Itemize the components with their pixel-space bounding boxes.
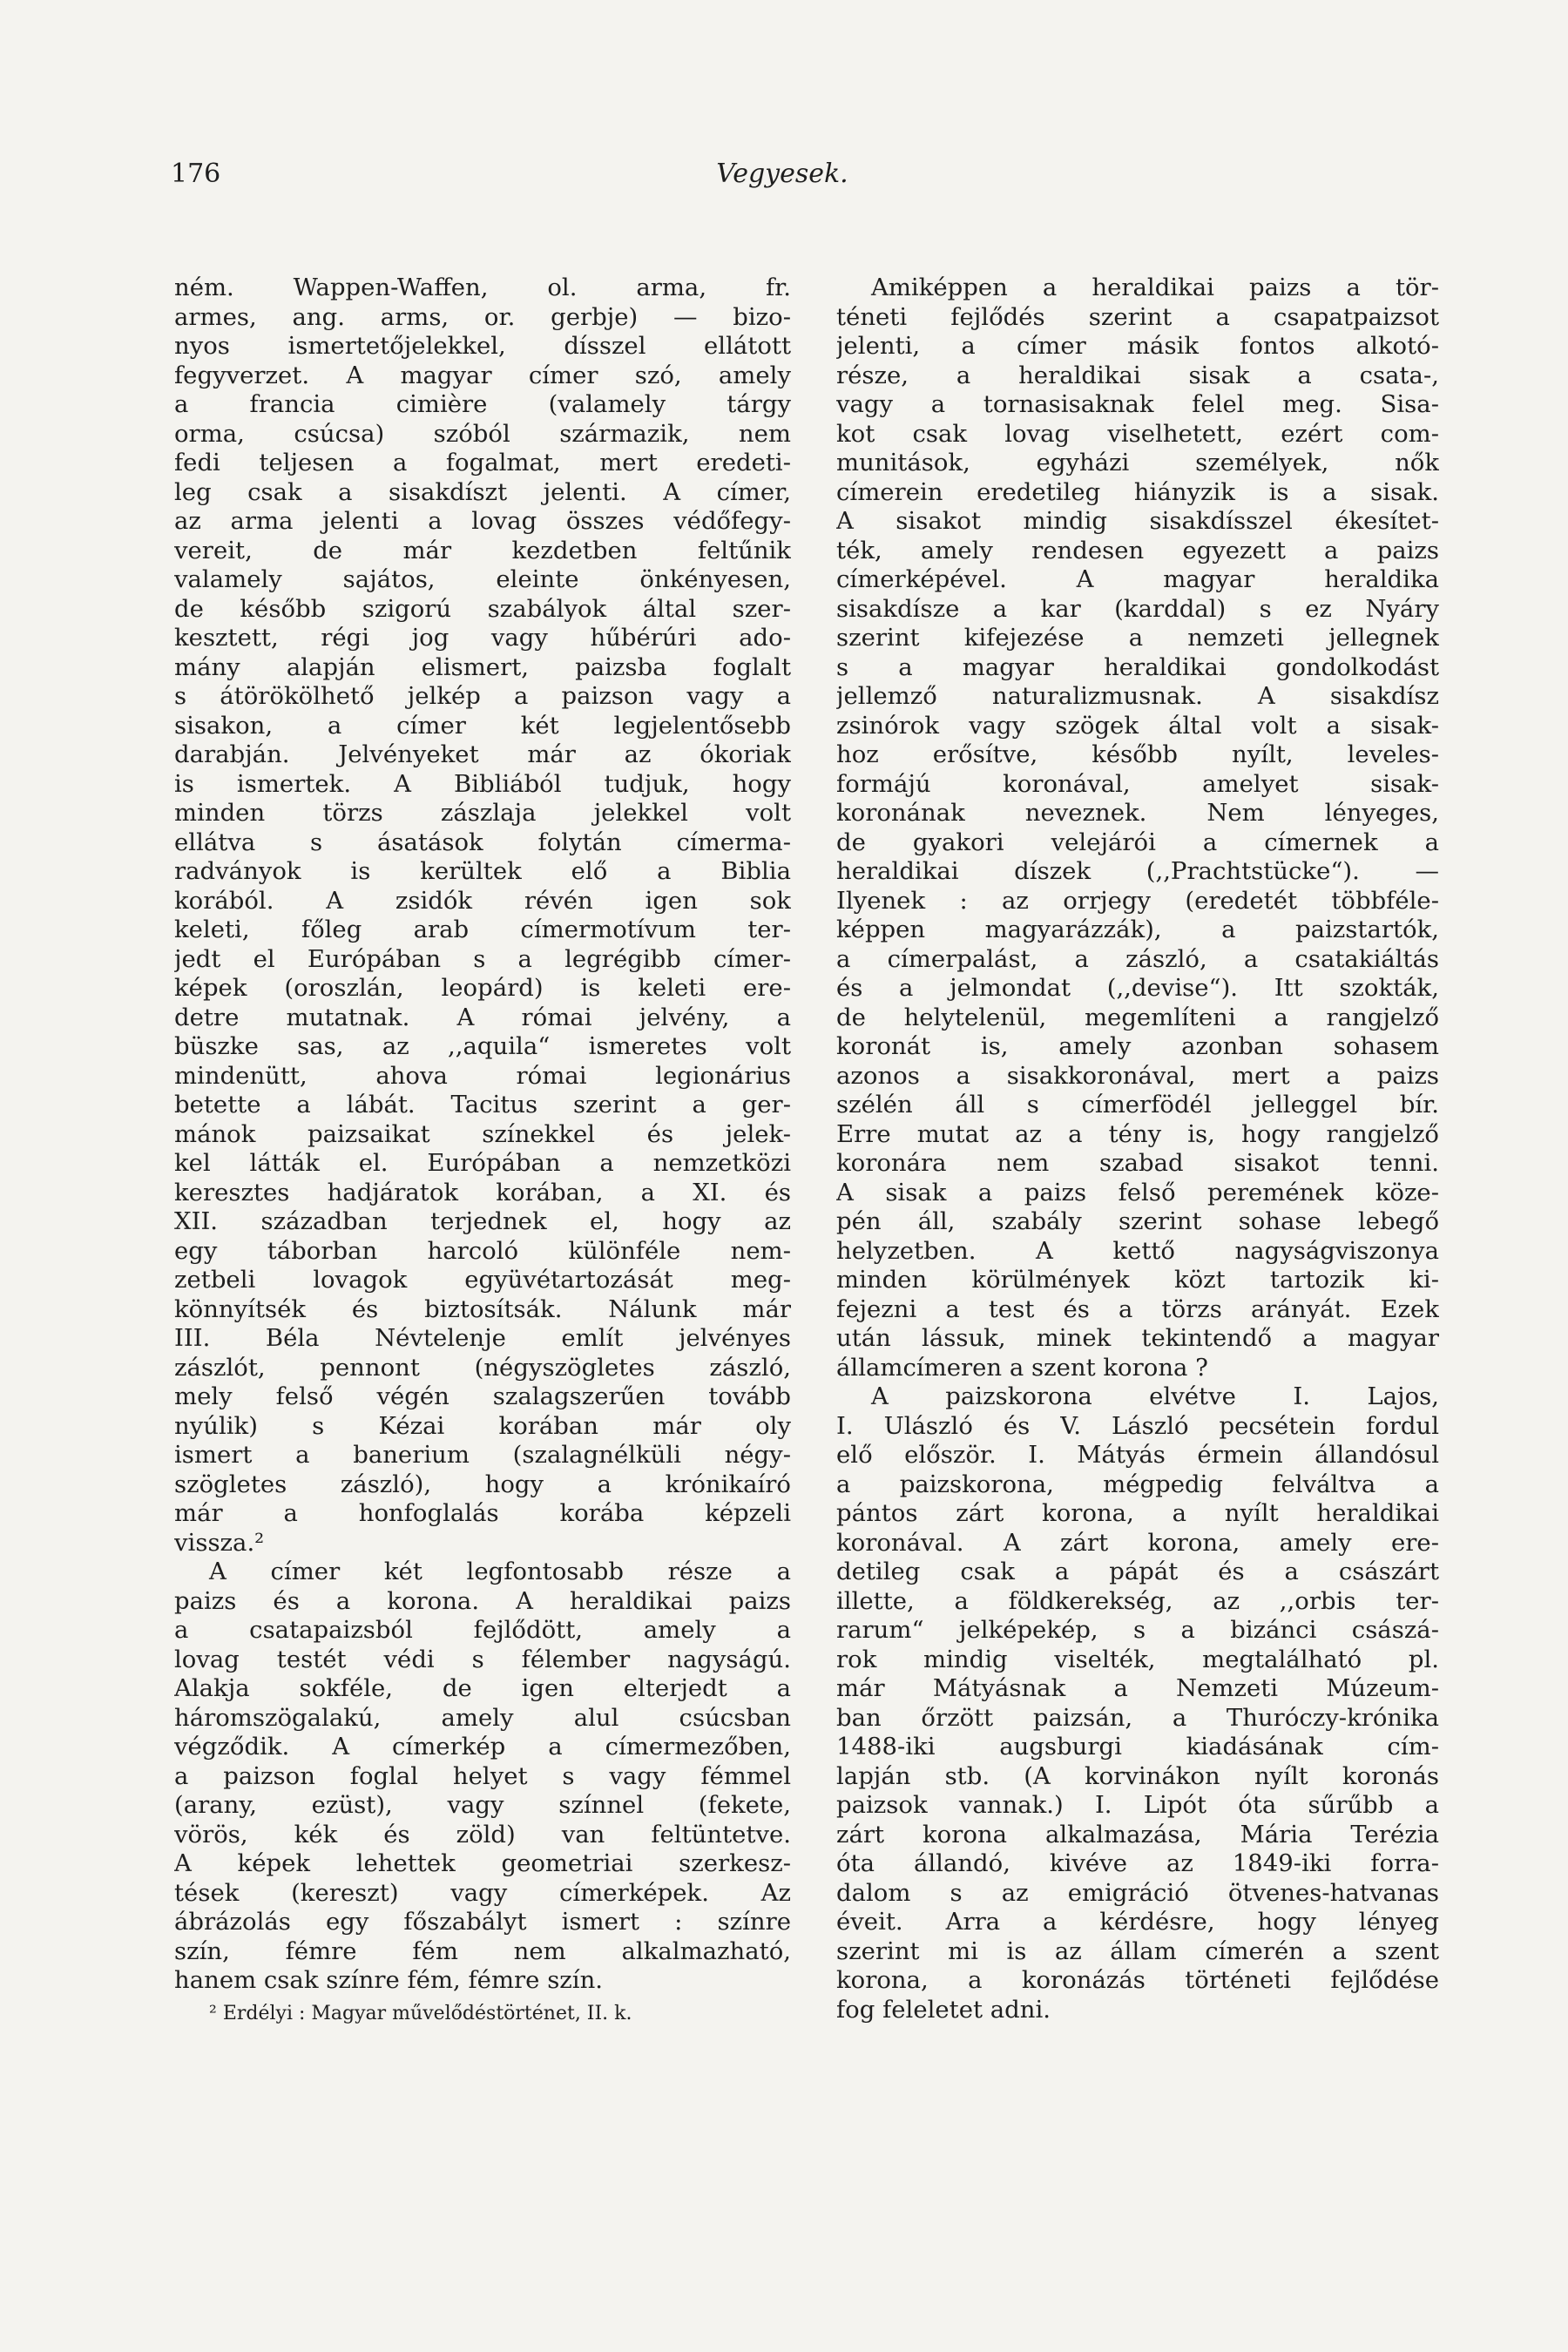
text-line: képpen magyarázzák), a paizstartók, bbox=[836, 916, 1439, 943]
text-line: háromszögalakú, amely alul csúcsban bbox=[174, 1703, 791, 1732]
text-line: betette a lábát. Tacitus szerint a ger- bbox=[174, 1091, 791, 1119]
left-text-column bbox=[174, 274, 791, 2029]
text-line: végződik. A címerkép a címermezőben, bbox=[174, 1733, 791, 1761]
text-line: vagy a tornasisaknak felel meg. Sisa- bbox=[836, 390, 1439, 418]
text-line: jedt el Európában s a legrégibb címer- bbox=[174, 944, 791, 973]
text-line: vörös, kék és zöld) van feltüntetve. bbox=[174, 1820, 791, 1848]
text-line: is ismertek. A Bibliából tudjuk, hogy bbox=[174, 769, 791, 798]
text-line: koronával. A zárt korona, amely ere- bbox=[836, 1528, 1439, 1557]
text-line: címerein eredetileg hiányzik is a sisak. bbox=[836, 477, 1439, 506]
text-line: A képek lehettek geometriai szerkesz- bbox=[174, 1849, 791, 1877]
text-line: már a honfoglalás korába képzeli bbox=[174, 1499, 791, 1527]
text-line: (arany, ezüst), vagy színnel (fekete, bbox=[174, 1791, 791, 1819]
running-title: Vegyesek. bbox=[716, 159, 848, 189]
footnote: ² Erdélyi : Magyar művelődéstörténet, II. k. bbox=[209, 2002, 632, 2024]
text-line: de helytelenül, megemlíteni a rangjelző bbox=[836, 1003, 1439, 1031]
text-line: kel látták el. Európában a nemzetközi bbox=[174, 1149, 791, 1177]
text-line: zetbeli lovagok együvétartozását meg- bbox=[174, 1266, 791, 1294]
text-line: rok mindig viselték, megtalálható pl. bbox=[836, 1645, 1439, 1673]
text-line: mely felső végén szalagszerűen tovább bbox=[174, 1382, 791, 1410]
text-line: sisakdísze a kar (karddal) s ez Nyáry bbox=[836, 594, 1439, 623]
text-line: zsinórok vagy szögek által volt a sisak- bbox=[836, 711, 1439, 740]
text-line: III. Béla Névtelenje említ jelvényes bbox=[174, 1324, 791, 1352]
text-line: keleti, főleg arab címermotívum ter- bbox=[174, 916, 791, 943]
text-line: nyos ismertetőjelekkel, dísszel ellátott bbox=[174, 332, 791, 360]
text-line: Alakja sokféle, de igen elterjedt a bbox=[174, 1674, 791, 1702]
text-line: koronának neveznek. Nem lényeges, bbox=[836, 799, 1439, 827]
text-line: ismert a banerium (szalagnélküli négy- bbox=[174, 1441, 791, 1469]
text-line: zászlót, pennont (négyszögletes zászló, bbox=[174, 1353, 791, 1382]
text-line: óta állandó, kivéve az 1849-iki forra- bbox=[836, 1849, 1439, 1877]
text-line: 1488-iki augsburgi kiadásának cím- bbox=[836, 1733, 1439, 1761]
text-line: ték, amely rendesen egyezett a paizs bbox=[836, 536, 1439, 564]
text-line: része, a heraldikai sisak a csata-, bbox=[836, 361, 1439, 389]
text-line: armes, ang. arms, or. gerbje) — bizo- bbox=[174, 302, 791, 331]
text-line: hanem csak színre fém, fémre szín. bbox=[174, 1966, 604, 1994]
text-line: valamely sajátos, eleinte önkényesen, bbox=[174, 565, 791, 593]
text-line: detileg csak a pápát és a császárt bbox=[836, 1558, 1439, 1585]
text-line: de később szigorú szabályok által szer- bbox=[174, 594, 791, 623]
text-line: jelenti, a címer másik fontos alkotó- bbox=[836, 332, 1439, 360]
text-line: téneti fejlődés szerint a csapatpaizsot bbox=[836, 302, 1439, 331]
text-line: pén áll, szabály szerint sohase lebegő bbox=[836, 1207, 1439, 1235]
text-line: helyzetben. A kettő nagyságviszonya bbox=[836, 1236, 1439, 1265]
text-line: s a magyar heraldikai gondolkodást bbox=[836, 652, 1439, 681]
text-line: ábrázolás egy főszabályt ismert : színre bbox=[174, 1908, 791, 1936]
text-line: koronára nem szabad sisakot tenni. bbox=[836, 1149, 1439, 1177]
text-line: fegyverzet. A magyar címer szó, amely bbox=[174, 361, 791, 389]
text-line: lapján stb. (A korvinákon nyílt koronás bbox=[836, 1761, 1439, 1790]
text-line: Amiképpen a heraldikai paizs a tör- bbox=[871, 274, 1439, 301]
text-line: fedi teljesen a fogalmat, mert eredeti- bbox=[174, 449, 791, 476]
text-line: képek (oroszlán, leopárd) is keleti ere- bbox=[174, 974, 791, 1002]
text-line: szélén áll s címerfödél jelleggel bír. bbox=[836, 1091, 1439, 1119]
text-line: a paizson foglal helyet s vagy fémmel bbox=[174, 1761, 791, 1790]
text-line: formájú koronával, amelyet sisak- bbox=[836, 769, 1439, 798]
text-line: detre mutatnak. A római jelvény, a bbox=[174, 1003, 791, 1031]
text-line: könnyítsék és biztosítsák. Nálunk már bbox=[174, 1294, 791, 1323]
text-line: I. Ulászló és V. László pecsétein fordul bbox=[836, 1411, 1439, 1440]
text-line: az arma jelenti a lovag összes védőfegy- bbox=[174, 507, 791, 535]
page-header bbox=[171, 159, 1394, 197]
text-line: mánok paizsaikat színekkel és jelek- bbox=[174, 1119, 791, 1148]
text-line: paizs és a korona. A heraldikai paizs bbox=[174, 1586, 791, 1615]
text-line: azonos a sisakkoronával, mert a paizs bbox=[836, 1061, 1439, 1090]
text-line: nyúlik) s Kézai korában már oly bbox=[174, 1411, 791, 1440]
right-text-column bbox=[836, 274, 1439, 2024]
text-line: a csatapaizsból fejlődött, amely a bbox=[174, 1616, 791, 1644]
text-line: szerint kifejezése a nemzeti jellegnek bbox=[836, 624, 1439, 652]
text-line: illette, a földkerekség, az ,,orbis ter- bbox=[836, 1586, 1439, 1615]
text-line: A címer két legfontosabb része a bbox=[209, 1558, 791, 1585]
text-line: vereit, de már kezdetben feltűnik bbox=[174, 536, 791, 564]
text-line: ném. Wappen-Waffen, ol. arma, fr. bbox=[174, 274, 791, 301]
text-line: kot csak lovag viselhetett, ezért com- bbox=[836, 419, 1439, 448]
text-line: sisakon, a címer két legjelentősebb bbox=[174, 711, 791, 740]
text-line: szögletes zászló), hogy a krónikaíró bbox=[174, 1470, 791, 1498]
text-line: orma, csúcsa) szóból származik, nem bbox=[174, 419, 791, 448]
text-line: kesztett, régi jog vagy hűbérúri ado- bbox=[174, 624, 791, 652]
text-line: címerképével. A magyar heraldika bbox=[836, 565, 1439, 593]
text-line: éveit. Arra a kérdésre, hogy lényeg bbox=[836, 1908, 1439, 1936]
text-line: munitások, egyházi személyek, nők bbox=[836, 449, 1439, 476]
text-line: Erre mutat az a tény is, hogy rangjelző bbox=[836, 1119, 1439, 1148]
text-line: a paizskorona, mégpedig felváltva a bbox=[836, 1470, 1439, 1498]
text-line: már Mátyásnak a Nemzeti Múzeum- bbox=[836, 1674, 1439, 1702]
text-line: jellemző naturalizmusnak. A sisakdísz bbox=[836, 682, 1439, 710]
text-line: minden törzs zászlaja jelekkel volt bbox=[174, 799, 791, 827]
text-line: ban őrzött paizsán, a Thuróczy-krónika bbox=[836, 1703, 1439, 1732]
text-line: XII. században terjednek el, hogy az bbox=[174, 1207, 791, 1235]
text-line: után lássuk, minek tekintendő a magyar bbox=[836, 1324, 1439, 1352]
text-line: ellátva s ásatások folytán címerma- bbox=[174, 828, 791, 856]
text-line: koronát is, amely azonban sohasem bbox=[836, 1032, 1439, 1060]
text-line: s átörökölhető jelkép a paizson vagy a bbox=[174, 682, 791, 710]
text-line: rarum“ jelképekép, s a bizánci császá- bbox=[836, 1616, 1439, 1644]
text-line: dalom s az emigráció ötvenes-hatvanas bbox=[836, 1878, 1439, 1907]
text-line: paizsok vannak.) I. Lipót óta sűrűbb a bbox=[836, 1791, 1439, 1819]
text-line: A sisak a paizs felső peremének köze- bbox=[836, 1178, 1439, 1206]
text-line: heraldikai díszek (,,Prachtstücke“). — bbox=[836, 857, 1439, 885]
text-line: a francia cimière (valamely tárgy bbox=[174, 390, 791, 418]
text-line: A paizskorona elvétve I. Lajos, bbox=[871, 1382, 1439, 1410]
text-line: szerint mi is az állam címerén a szent bbox=[836, 1936, 1439, 1965]
text-line: büszke sas, az ,,aquila“ ismeretes volt bbox=[174, 1032, 791, 1060]
text-line: fog feleletet adni. bbox=[836, 1995, 1051, 2024]
text-line: radványok is kerültek elő a Biblia bbox=[174, 857, 791, 885]
text-line: korából. A zsidók révén igen sok bbox=[174, 886, 791, 915]
text-line: lovag testét védi s félember nagyságú. bbox=[174, 1645, 791, 1673]
text-line: korona, a koronázás történeti fejlődése bbox=[836, 1966, 1439, 1994]
text-line: vissza.² bbox=[174, 1528, 265, 1557]
text-line: leg csak a sisakdíszt jelenti. A címer, bbox=[174, 477, 791, 506]
text-line: fejezni a test és a törzs arányát. Ezek bbox=[836, 1294, 1439, 1323]
text-line: a címerpalást, a zászló, a csatakiáltás bbox=[836, 944, 1439, 973]
text-line: mindenütt, ahova római legionárius bbox=[174, 1061, 791, 1090]
text-line: szín, fémre fém nem alkalmazható, bbox=[174, 1936, 791, 1965]
text-line: mány alapján elismert, paizsba foglalt bbox=[174, 652, 791, 681]
text-line: egy táborban harcoló különféle nem- bbox=[174, 1236, 791, 1265]
text-line: A sisakot mindig sisakdísszel ékesítet- bbox=[836, 507, 1439, 535]
text-line: darabján. Jelvényeket már az ókoriak bbox=[174, 740, 791, 768]
text-line: hoz erősítve, később nyílt, leveles- bbox=[836, 740, 1439, 768]
text-line: minden körülmények közt tartozik ki- bbox=[836, 1266, 1439, 1294]
text-line: pántos zárt korona, a nyílt heraldikai bbox=[836, 1499, 1439, 1527]
text-line: Ilyenek : az orrjegy (eredetét többféle- bbox=[836, 886, 1439, 915]
text-line: keresztes hadjáratok korában, a XI. és bbox=[174, 1178, 791, 1206]
text-line: államcímeren a szent korona ? bbox=[836, 1353, 1208, 1382]
text-line: elő először. I. Mátyás érmein állandósul bbox=[836, 1441, 1439, 1469]
text-line: és a jelmondat (,,devise“). Itt szokták, bbox=[836, 974, 1439, 1002]
text-line: zárt korona alkalmazása, Mária Terézia bbox=[836, 1820, 1439, 1848]
page-number: 176 bbox=[171, 159, 221, 189]
text-line: tések (kereszt) vagy címerképek. Az bbox=[174, 1878, 791, 1907]
text-line: de gyakori velejárói a címernek a bbox=[836, 828, 1439, 856]
